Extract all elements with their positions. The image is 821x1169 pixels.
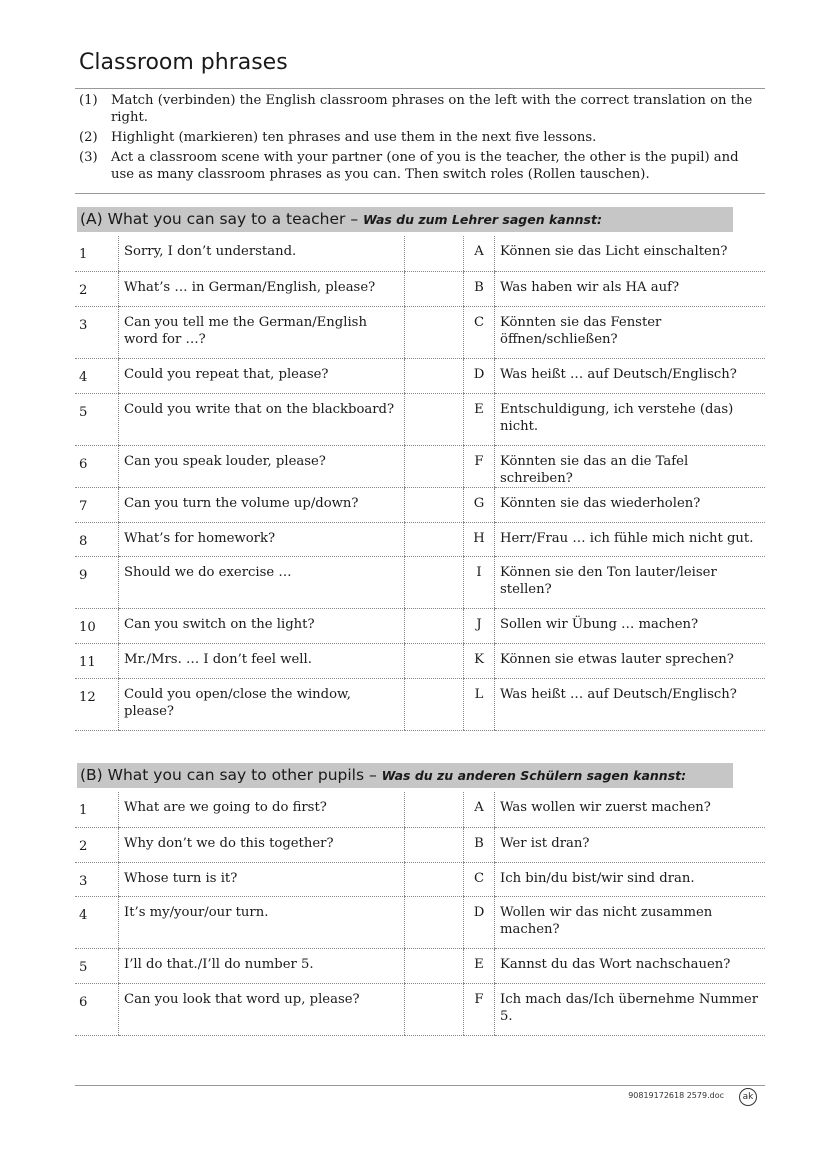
section-b-heading [77, 763, 733, 788]
answer-blank [405, 862, 464, 896]
instructions-list [79, 92, 763, 186]
answer-blank [405, 271, 464, 306]
row-letter: F [464, 983, 495, 1035]
english-phrase: Mr./Mrs. … I don’t feel well. [119, 643, 405, 678]
row-number: 1 [75, 792, 119, 827]
instruction-number: (3) [79, 150, 98, 165]
german-translation: Was haben wir als HA auf? [495, 271, 766, 306]
answer-blank [405, 896, 464, 948]
row-number: 7 [75, 487, 119, 522]
row-number: 11 [75, 643, 119, 678]
instruction-item [79, 129, 763, 146]
instructions-divider [75, 193, 765, 194]
phrase-row [75, 678, 765, 730]
phrase-row [75, 608, 765, 643]
row-letter: I [464, 556, 495, 608]
section-b-table [75, 792, 765, 1036]
answer-blank [405, 445, 464, 487]
german-translation: Können sie etwas lauter sprechen? [495, 643, 766, 678]
english-phrase: Could you repeat that, please? [119, 358, 405, 393]
english-phrase: I’ll do that./I’ll do number 5. [119, 948, 405, 983]
german-translation: Wer ist dran? [495, 827, 766, 862]
phrase-row [75, 827, 765, 862]
instruction-number: (1) [79, 93, 98, 108]
section-a-heading-de: Was du zum Lehrer sagen kannst: [363, 212, 602, 227]
english-phrase: Can you turn the volume up/down? [119, 487, 405, 522]
row-number: 3 [75, 306, 119, 358]
answer-blank [405, 556, 464, 608]
answer-blank [405, 678, 464, 730]
section-a-heading-en: (A) What you can say to a teacher – [80, 210, 364, 228]
row-number: 2 [75, 827, 119, 862]
row-number: 4 [75, 896, 119, 948]
row-number: 1 [75, 236, 119, 271]
english-phrase: What’s … in German/English, please? [119, 271, 405, 306]
english-phrase: Can you speak louder, please? [119, 445, 405, 487]
german-translation: Sollen wir Übung … machen? [495, 608, 766, 643]
phrase-row [75, 948, 765, 983]
instruction-number: (2) [79, 130, 98, 145]
german-translation: Könnten sie das wiederholen? [495, 487, 766, 522]
english-phrase: Can you tell me the German/English word for …? [119, 306, 405, 358]
instruction-item [79, 92, 763, 126]
german-translation: Können sie das Licht einschalten? [495, 236, 766, 271]
section-b-heading-en: (B) What you can say to other pupils – [80, 766, 382, 784]
phrase-row [75, 487, 765, 522]
phrase-row [75, 236, 765, 271]
phrase-row [75, 556, 765, 608]
german-translation: Wollen wir das nicht zusammen machen? [495, 896, 766, 948]
english-phrase: Why don’t we do this together? [119, 827, 405, 862]
english-phrase: Should we do exercise … [119, 556, 405, 608]
english-phrase: What are we going to do first? [119, 792, 405, 827]
row-letter: A [464, 236, 495, 271]
row-number: 6 [75, 983, 119, 1035]
answer-blank [405, 358, 464, 393]
footer-filename: 90819172618 2579.doc [628, 1091, 724, 1100]
row-number: 4 [75, 358, 119, 393]
phrase-row [75, 522, 765, 556]
page-title: Classroom phrases [79, 50, 288, 75]
row-letter: D [464, 896, 495, 948]
answer-blank [405, 983, 464, 1035]
english-phrase: It’s my/your/our turn. [119, 896, 405, 948]
row-letter: B [464, 271, 495, 306]
section-b-heading-de: Was du zu anderen Schülern sagen kannst: [381, 768, 687, 783]
english-phrase: Can you look that word up, please? [119, 983, 405, 1035]
answer-blank [405, 522, 464, 556]
answer-blank [405, 608, 464, 643]
row-letter: B [464, 827, 495, 862]
row-letter: E [464, 948, 495, 983]
english-phrase: Could you open/close the window, please? [119, 678, 405, 730]
instruction-text: Act a classroom scene with your partner (one of you is the teacher, the other is the pupil) and use as many classroom phrases as you can. Then switch roles (Rollen tauschen). [111, 150, 739, 182]
row-letter: F [464, 445, 495, 487]
phrase-row [75, 983, 765, 1035]
row-number: 5 [75, 948, 119, 983]
row-number: 2 [75, 271, 119, 306]
row-number: 6 [75, 445, 119, 487]
answer-blank [405, 827, 464, 862]
title-divider [75, 88, 765, 89]
row-letter: D [464, 358, 495, 393]
phrase-row [75, 792, 765, 827]
row-letter: J [464, 608, 495, 643]
answer-blank [405, 792, 464, 827]
german-translation: Was wollen wir zuerst machen? [495, 792, 766, 827]
english-phrase: Can you switch on the light? [119, 608, 405, 643]
row-letter: L [464, 678, 495, 730]
german-translation: Entschuldigung, ich verstehe (das) nicht. [495, 393, 766, 445]
row-number: 8 [75, 522, 119, 556]
german-translation: Was heißt … auf Deutsch/Englisch? [495, 358, 766, 393]
row-letter: C [464, 306, 495, 358]
german-translation: Ich bin/du bist/wir sind dran. [495, 862, 766, 896]
german-translation: Könnten sie das an die Tafel schreiben? [495, 445, 766, 487]
row-letter: H [464, 522, 495, 556]
section-a-table [75, 236, 765, 731]
english-phrase: What’s for homework? [119, 522, 405, 556]
row-letter: G [464, 487, 495, 522]
phrase-row [75, 862, 765, 896]
row-number: 5 [75, 393, 119, 445]
german-translation: Ich mach das/Ich übernehme Nummer 5. [495, 983, 766, 1035]
phrase-row [75, 445, 765, 487]
phrase-row [75, 393, 765, 445]
answer-blank [405, 306, 464, 358]
phrase-row [75, 643, 765, 678]
footer-logo: ak [739, 1088, 757, 1106]
english-phrase: Sorry, I don’t understand. [119, 236, 405, 271]
row-number: 12 [75, 678, 119, 730]
german-translation: Was heißt … auf Deutsch/Englisch? [495, 678, 766, 730]
german-translation: Könnten sie das Fenster öffnen/schließen? [495, 306, 766, 358]
answer-blank [405, 487, 464, 522]
phrase-row [75, 896, 765, 948]
phrase-row [75, 271, 765, 306]
instruction-text: Highlight (markieren) ten phrases and use them in the next five lessons. [111, 130, 597, 145]
answer-blank [405, 948, 464, 983]
german-translation: Können sie den Ton lauter/leiser stellen? [495, 556, 766, 608]
answer-blank [405, 236, 464, 271]
phrase-row [75, 306, 765, 358]
row-letter: A [464, 792, 495, 827]
footer-divider [75, 1085, 765, 1086]
german-translation: Herr/Frau … ich fühle mich nicht gut. [495, 522, 766, 556]
row-letter: K [464, 643, 495, 678]
answer-blank [405, 643, 464, 678]
section-a-heading [77, 207, 733, 232]
answer-blank [405, 393, 464, 445]
english-phrase: Whose turn is it? [119, 862, 405, 896]
instruction-text: Match (verbinden) the English classroom phrases on the left with the correct translation on the right. [111, 93, 753, 125]
phrase-row [75, 358, 765, 393]
instruction-item [79, 149, 763, 183]
row-number: 10 [75, 608, 119, 643]
german-translation: Kannst du das Wort nachschauen? [495, 948, 766, 983]
row-number: 3 [75, 862, 119, 896]
row-letter: C [464, 862, 495, 896]
english-phrase: Could you write that on the blackboard? [119, 393, 405, 445]
row-number: 9 [75, 556, 119, 608]
row-letter: E [464, 393, 495, 445]
